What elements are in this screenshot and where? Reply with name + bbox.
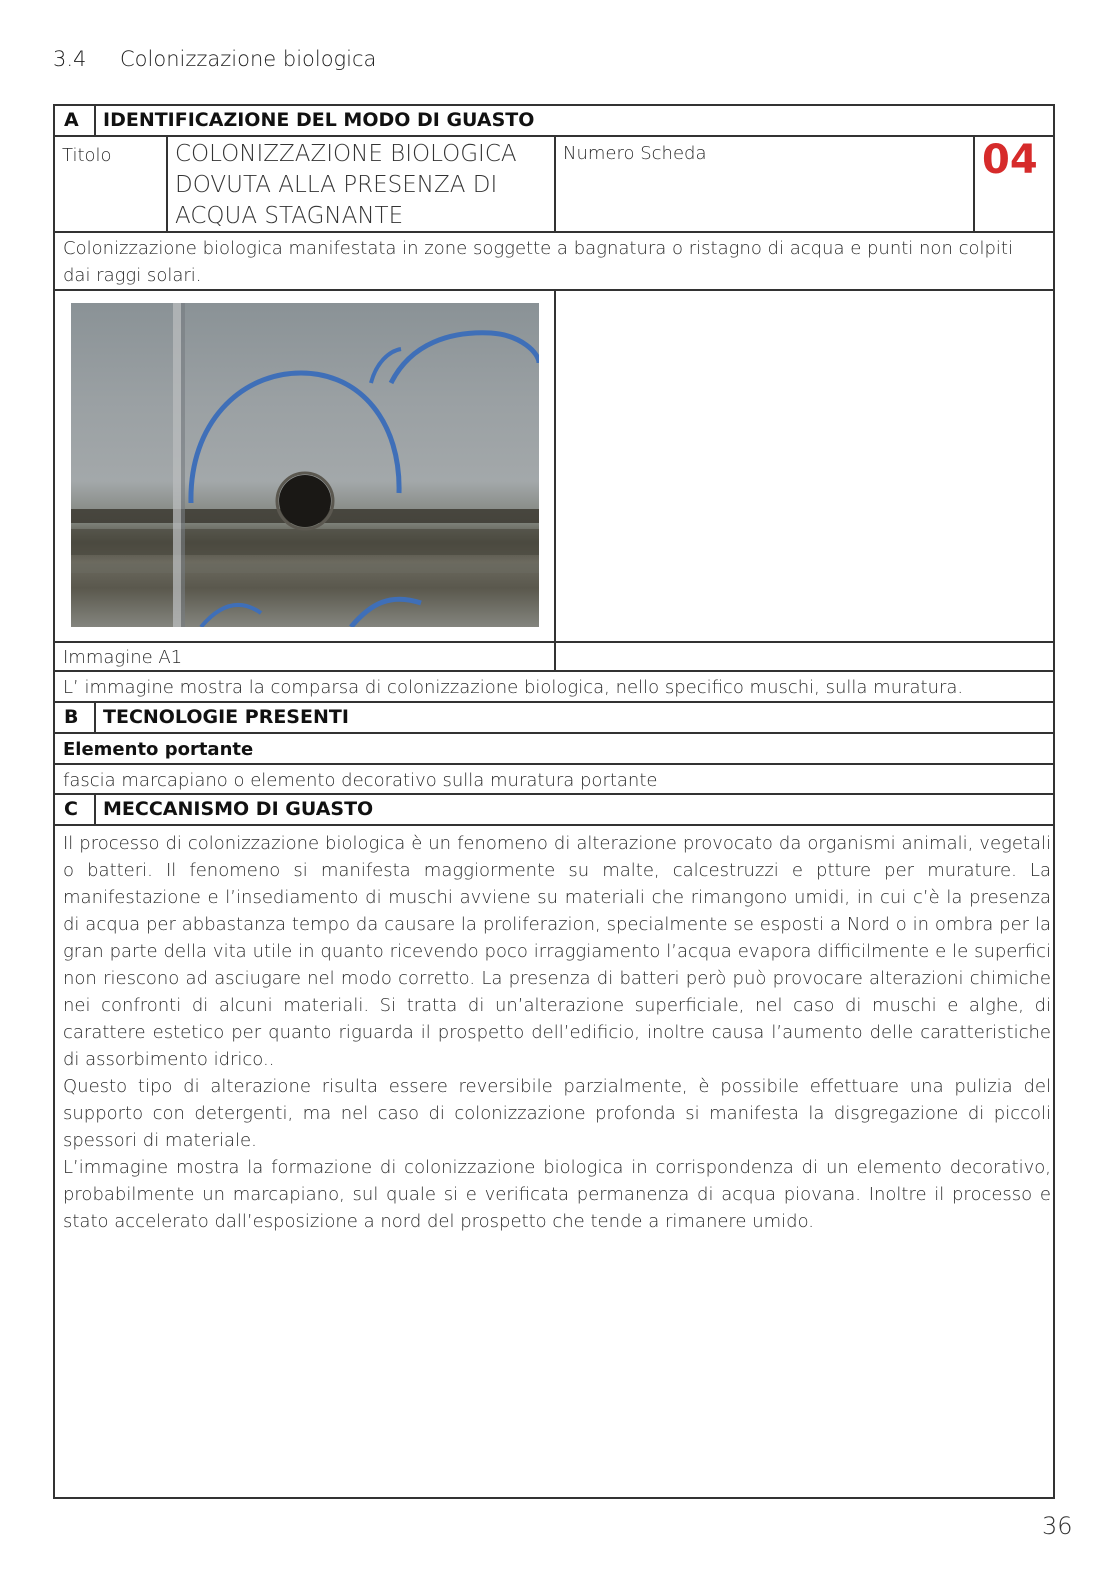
section-c-title: MECCANISMO DI GUASTO bbox=[103, 798, 374, 820]
titolo-label: Titolo bbox=[62, 145, 112, 166]
mechanism-paragraph-3: L’immagine mostra la formazione di colonizzazione biologica in corrispondenza di un elemento decorativo, probabilmente un marcapiano, sul quale si e verificata permanenza di acqua piovana. Inoltre il processo e stato accelerato dall’esposizione a nord del prospetto che tende a rimanere umido. bbox=[63, 1157, 1051, 1232]
element-value: fascia marcapiano o elemento decorativo sulla muratura portante bbox=[63, 770, 658, 791]
section-b-letter: B bbox=[64, 706, 79, 728]
titolo-value: COLONIZZAZIONE BIOLOGICA DOVUTA ALLA PRESENZA DI ACQUA STAGNANTE bbox=[175, 141, 517, 229]
numero-scheda-label: Numero Scheda bbox=[563, 143, 707, 164]
section-c-letter: C bbox=[64, 798, 78, 820]
element-label-row bbox=[55, 734, 1053, 765]
image-caption: Immagine A1 bbox=[63, 647, 183, 668]
image-description: L’ immagine mostra la comparsa di colonizzazione biologica, nello specifico muschi, sulla muratura. bbox=[63, 677, 964, 698]
section-a-letter: A bbox=[64, 109, 79, 131]
section-title: Colonizzazione biologica bbox=[120, 47, 377, 71]
caption-row bbox=[55, 643, 1053, 672]
image-description-row bbox=[55, 672, 1053, 703]
section-c-body bbox=[55, 826, 1053, 1497]
section-b-header bbox=[55, 703, 1053, 734]
element-label: Elemento portante bbox=[63, 739, 254, 760]
section-c-header bbox=[55, 795, 1053, 826]
description-row bbox=[55, 233, 1053, 291]
mechanism-paragraph-1: Il processo di colonizzazione biologica è un fenomeno di alterazione provocato da organismi animali, vegetali o batteri. Il fenomeno si manifesta maggiormente su malte, calcestruzzi e ptture per murature. La manifestazione e l’insediamento di muschi avviene su materiali che rimangono umidi, in cui c’è la presenza di acqua per abbastanza tempo da causare la proliferazion, specialmente se esposti a Nord o in ombra per la gran parte della vita utile in quanto ricevendo poco irraggiamento l’acqua evapora difficilmente e le superfici non riescono ad asciugare nel modo corretto. La presenza di batteri però può provocare alterazioni chimiche nei confronti di alcuni materiali. Si tratta di un’alterazione superficiale, nel caso di muschi e alghe, di carattere estetico per quanto riguarda il prospetto dell’edificio, inoltre causa l’aumento delle caratteristiche di assorbimento idrico.. bbox=[63, 833, 1051, 1070]
mechanism-text bbox=[63, 830, 1051, 1235]
wall-photo bbox=[71, 303, 539, 627]
section-a-header bbox=[55, 106, 1053, 137]
section-b-title: TECNOLOGIE PRESENTI bbox=[103, 706, 349, 728]
mechanism-paragraph-2: Questo tipo di alterazione risulta essere reversibile parzialmente, è possibile effettuare una pulizia del supporto con detergenti, ma nel caso di colonizzazione profonda si manifesta la disgregazione di piccoli spessori di materiale. bbox=[63, 1076, 1051, 1151]
element-value-row bbox=[55, 765, 1053, 795]
failure-mode-card bbox=[53, 104, 1055, 1499]
page-number: 36 bbox=[1042, 1512, 1073, 1540]
section-number: 3.4 bbox=[53, 47, 87, 71]
description-text: Colonizzazione biologica manifestata in zone soggette a bagnatura o ristagno di acqua e punti non colpiti dai raggi solari. bbox=[63, 238, 1013, 286]
numero-scheda-value: 04 bbox=[982, 137, 1038, 183]
section-a-title: IDENTIFICAZIONE DEL MODO DI GUASTO bbox=[103, 109, 535, 131]
section-heading bbox=[53, 47, 376, 71]
